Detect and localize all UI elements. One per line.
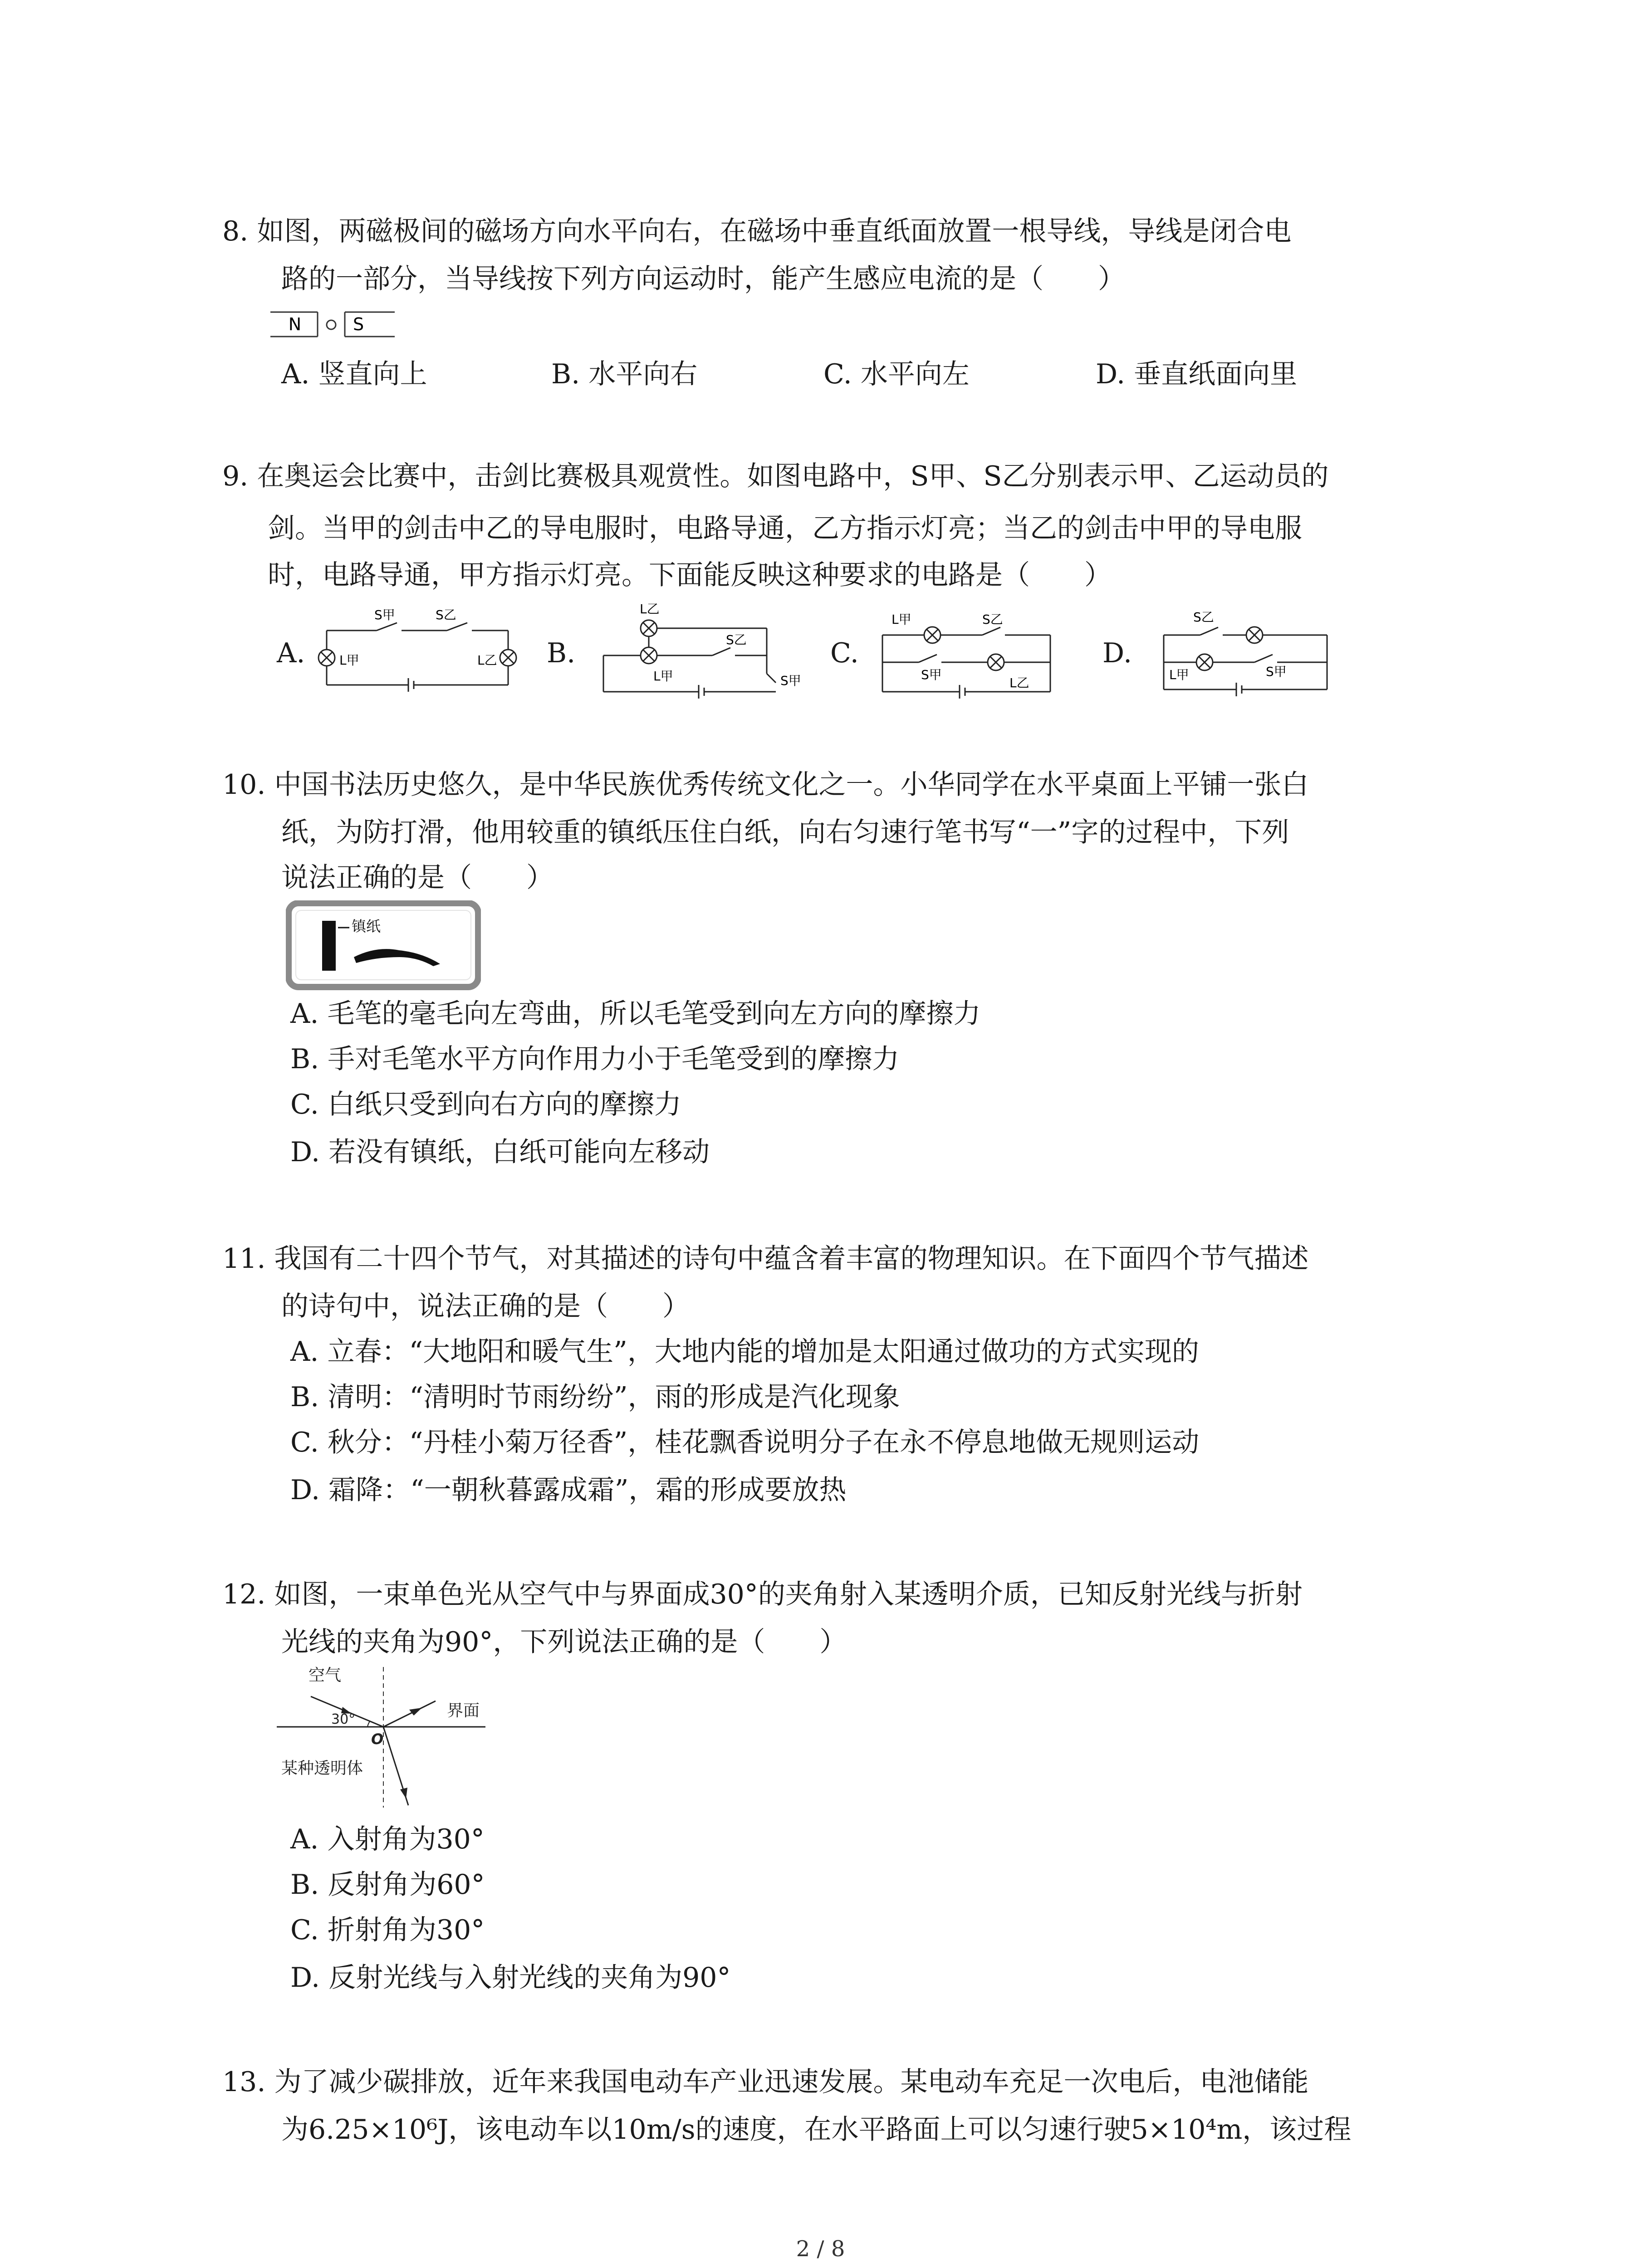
air-label: 空气 — [309, 1666, 342, 1685]
q8-option-c[interactable]: C. 水平向左 — [823, 358, 970, 390]
q11-line2: 的诗句中，说法正确的是（ ） — [281, 1290, 690, 1322]
origin-label: O — [371, 1730, 384, 1748]
n-pole-label: N — [288, 314, 302, 334]
magnet-figure — [268, 308, 404, 349]
q11-option-d[interactable]: D. 霜降：“一朝秋暮露成霜”，霜的形成要放热 — [290, 1474, 847, 1506]
q9-line1: 9. 在奥运会比赛中，击剑比赛极具观赏性。如图电路中，S甲、S乙分别表示甲、乙运动员的 — [222, 460, 1329, 492]
calligraphy-figure — [286, 900, 481, 991]
q8-option-b[interactable]: B. 水平向右 — [551, 358, 698, 390]
q9-option-d[interactable]: D. — [1102, 637, 1132, 669]
interface-label: 界面 — [447, 1701, 480, 1720]
q11-option-c[interactable]: C. 秋分：“丹桂小菊万径香”，桂花飘香说明分子在永不停息地做无规则运动 — [290, 1427, 1200, 1458]
q10-line2: 纸，为防打滑，他用较重的镇纸压住白纸，向右匀速行笔书写“一”字的过程中，下列 — [281, 816, 1289, 848]
page-number: 2 / 8 — [796, 2236, 845, 2262]
q9-line3: 时，电路导通，甲方指示灯亮。下面能反映这种要求的电路是（ ） — [268, 559, 1112, 591]
medium-label: 某种透明体 — [281, 1759, 363, 1778]
circuit-a — [318, 606, 517, 701]
q12-option-d[interactable]: D. 反射光线与入射光线的夹角为90° — [290, 1962, 731, 1994]
q9-line2: 剑。当甲的剑击中乙的导电服时，电路导通，乙方指示灯亮；当乙的剑击中甲的导电服 — [268, 513, 1302, 544]
circuit-b-s-jia: S甲 — [780, 673, 801, 688]
circuit-c-l-yi: L乙 — [1009, 675, 1029, 690]
q8-line1: 8. 如图，两磁极间的磁场方向水平向右，在磁场中垂直纸面放置一根导线，导线是闭合电 — [222, 215, 1292, 247]
q12-option-c[interactable]: C. 折射角为30° — [290, 1914, 485, 1946]
s-pole-label: S — [353, 314, 364, 334]
q13-line2: 为6.25×10⁶J，该电动车以10m/s的速度，在水平路面上可以匀速行驶5×10⁴m，该过程 — [281, 2114, 1352, 2146]
circuit-c-s-jia: S甲 — [921, 667, 942, 682]
circuit-b-l-jia: L甲 — [653, 669, 673, 684]
wire-cross-section — [327, 320, 336, 329]
q10-line3: 说法正确的是（ ） — [281, 862, 554, 894]
circuit-c-l-jia: L甲 — [892, 612, 911, 627]
q9-option-a[interactable]: A. — [277, 637, 305, 669]
q10-option-d[interactable]: D. 若没有镇纸，白纸可能向左移动 — [290, 1136, 710, 1168]
q10-line1: 10. 中国书法历史悠久，是中华民族优秀传统文化之一。小华同学在水平桌面上平铺一张白 — [222, 769, 1309, 801]
circuit-d-s-yi: S乙 — [1193, 610, 1214, 625]
q8-line2: 路的一部分，当导线按下列方向运动时，能产生感应电流的是（ ） — [281, 263, 1125, 295]
q12-line1: 12. 如图，一束单色光从空气中与界面成30°的夹角射入某透明介质，已知反射光线与折射 — [222, 1579, 1303, 1610]
q8-option-d[interactable]: D. 垂直纸面向里 — [1096, 358, 1298, 390]
circuit-c — [873, 601, 1064, 703]
q13-line1: 13. 为了减少碳排放，近年来我国电动车产业迅速发展。某电动车充足一次电后，电池储能 — [222, 2066, 1309, 2098]
q9-option-b[interactable]: B. — [547, 637, 576, 669]
q10-option-b[interactable]: B. 手对毛笔水平方向作用力小于毛笔受到的摩擦力 — [290, 1043, 900, 1075]
circuit-a-s-jia: S甲 — [374, 607, 395, 622]
circuit-b — [590, 599, 835, 701]
angle-label: 30° — [331, 1711, 356, 1727]
circuit-b-l-yi: L乙 — [640, 601, 660, 616]
paperweight-label: 镇纸 — [352, 918, 381, 935]
circuit-c-s-yi: S乙 — [982, 612, 1003, 627]
q8-option-a[interactable]: A. 竖直向上 — [281, 358, 427, 390]
circuit-b-s-yi: S乙 — [726, 632, 747, 647]
refraction-figure — [272, 1662, 508, 1817]
circuit-d-l-jia: L甲 — [1169, 667, 1189, 682]
circuit-a-s-yi: S乙 — [436, 607, 456, 622]
q11-line1: 11. 我国有二十四个节气，对其描述的诗句中蕴含着丰富的物理知识。在下面四个节气描述 — [222, 1243, 1309, 1275]
q12-option-a[interactable]: A. 入射角为30° — [290, 1823, 485, 1855]
circuit-d — [1155, 601, 1336, 699]
q10-option-c[interactable]: C. 白纸只受到向右方向的摩擦力 — [290, 1089, 681, 1120]
q11-option-a[interactable]: A. 立春：“大地阳和暖气生”，大地内能的增加是太阳通过做功的方式实现的 — [290, 1336, 1199, 1368]
q10-option-a[interactable]: A. 毛笔的毫毛向左弯曲，所以毛笔受到向左方向的摩擦力 — [290, 998, 981, 1030]
circuit-a-l-jia: L甲 — [339, 653, 359, 668]
q12-option-b[interactable]: B. 反射角为60° — [290, 1869, 485, 1901]
q12-line2: 光线的夹角为90°，下列说法正确的是（ ） — [281, 1626, 847, 1658]
circuit-a-l-yi: L乙 — [477, 653, 497, 668]
circuit-d-s-jia: S甲 — [1266, 664, 1287, 679]
q9-option-c[interactable]: C. — [830, 637, 859, 669]
q11-option-b[interactable]: B. 清明：“清明时节雨纷纷”，雨的形成是汽化现象 — [290, 1381, 900, 1413]
paperweight-shape — [322, 921, 336, 971]
reflected-ray — [383, 1701, 436, 1727]
